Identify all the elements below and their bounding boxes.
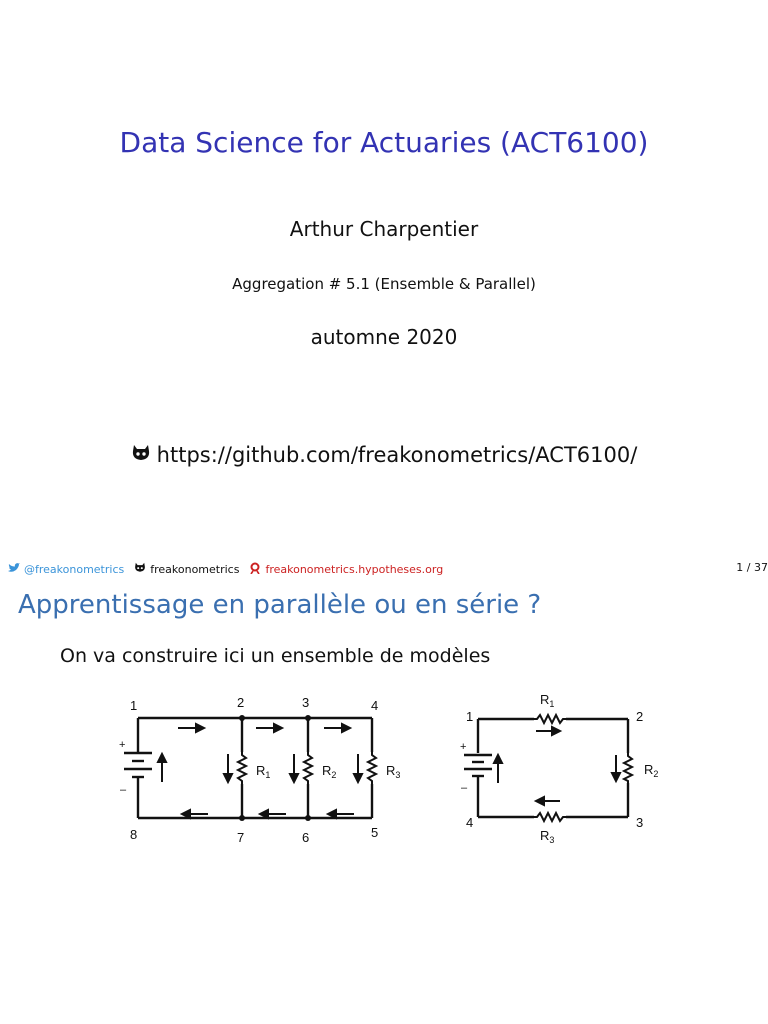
page-number: 1 / 37 [736, 561, 768, 574]
github-handle[interactable]: freakonometrics [150, 562, 240, 576]
slide-footer [0, 560, 768, 578]
resistor-label-r1: $R_1$ [540, 692, 555, 709]
footer-github[interactable] [134, 562, 239, 576]
resistor-label-r1: $R_1$ [256, 763, 271, 780]
node-label: 3 [302, 695, 310, 710]
github-url[interactable]: https://github.com/freakonometrics/ACT6100/ [156, 443, 638, 467]
footer-twitter[interactable] [8, 563, 124, 576]
resistor-label-r3: $R_3$ [386, 763, 401, 780]
battery-minus: – [461, 782, 468, 794]
node-label: 3 [636, 815, 644, 830]
node-label: 4 [466, 815, 474, 830]
node-label: 1 [466, 709, 474, 724]
author-name: Arthur Charpentier [289, 217, 479, 241]
hypotheses-icon [249, 562, 261, 577]
resistor-label-r2: $R_2$ [644, 762, 659, 779]
node-label: 2 [237, 695, 245, 710]
footer-blog[interactable] [249, 562, 443, 577]
resistor-label-r3: $R_3$ [540, 828, 555, 845]
slide-title: Data Science for Actuaries (ACT6100) [119, 126, 649, 159]
node-label: 5 [371, 825, 379, 840]
resistor-label-r2: $R_2$ [322, 763, 337, 780]
node-label: 2 [636, 709, 644, 724]
slide-subtitle: Aggregation # 5.1 (Ensemble & Parallel) [232, 275, 536, 293]
slide-date: automne 2020 [310, 325, 458, 349]
github-link[interactable] [0, 443, 768, 467]
node-label: 4 [371, 698, 379, 713]
parallel-circuit-diagram [110, 690, 420, 855]
battery-minus: – [120, 784, 127, 796]
slide2-text: On va construire ici un ensemble de modèles [60, 645, 491, 667]
battery-plus: + [460, 741, 467, 753]
node-label: 6 [302, 830, 310, 845]
node-label: 1 [130, 698, 138, 713]
node-label: 8 [130, 827, 138, 842]
github-icon [134, 562, 146, 576]
twitter-handle[interactable]: @freakonometrics [24, 562, 125, 576]
battery-plus: + [119, 739, 126, 751]
node-label: 7 [237, 830, 245, 845]
blog-url[interactable]: freakonometrics.hypotheses.org [265, 562, 444, 576]
slide2-title: Apprentissage en parallèle ou en série ? [18, 590, 542, 620]
github-icon [131, 443, 151, 467]
series-circuit-diagram [450, 685, 680, 850]
twitter-icon [8, 563, 20, 576]
